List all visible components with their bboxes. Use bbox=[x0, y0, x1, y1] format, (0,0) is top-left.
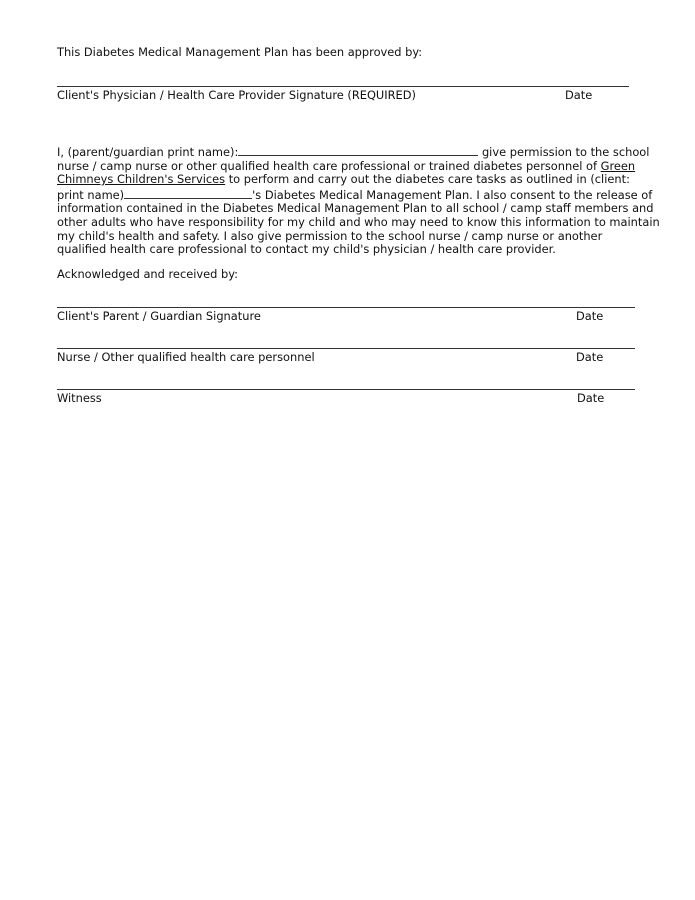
consent-text: to perform and carry out the diabetes care tasks as outlined in (client: bbox=[225, 172, 630, 187]
witness-signature-label: Witness bbox=[57, 391, 102, 405]
consent-line-8: qualified health care professional to contact my child's physician / health care provider. bbox=[57, 242, 556, 257]
consent-line-4 bbox=[57, 187, 667, 203]
consent-line-6: other adults who have responsibility for my child and who may need to know this information to maintain bbox=[57, 214, 660, 229]
acknowledgement-title: Acknowledged and received by: bbox=[57, 267, 238, 281]
client-name-field[interactable] bbox=[124, 187, 252, 199]
nurse-date-label: Date bbox=[576, 350, 604, 364]
organization-name: Green bbox=[600, 158, 636, 173]
consent-line-1 bbox=[57, 144, 667, 160]
consent-text: nurse / camp nurse or other qualified health care professional or trained diabetes personnel of bbox=[57, 158, 601, 173]
guardian-name-field[interactable] bbox=[238, 144, 478, 156]
nurse-signature-label: Nurse / Other qualified health care personnel bbox=[57, 350, 315, 364]
witness-signature-line[interactable] bbox=[57, 389, 635, 390]
witness-date-label: Date bbox=[577, 391, 605, 405]
consent-line-5: information contained in the Diabetes Medical Management Plan to all school / camp staff members and bbox=[57, 201, 654, 216]
consent-line-7: my child's health and safety. I also give permission to the school nurse / camp nurse or another bbox=[57, 228, 603, 243]
consent-line-3 bbox=[57, 173, 667, 187]
guardian-date-label: Date bbox=[576, 309, 604, 323]
consent-text: print name) bbox=[57, 187, 125, 202]
organization-name: Chimneys Children's Services bbox=[57, 172, 226, 187]
nurse-signature-line[interactable] bbox=[57, 348, 635, 349]
consent-text: give permission to the school bbox=[478, 145, 650, 159]
guardian-signature-line[interactable] bbox=[57, 307, 635, 308]
guardian-signature-label: Client's Parent / Guardian Signature bbox=[57, 309, 261, 323]
consent-text: 's Diabetes Medical Management Plan. I also consent to the release of bbox=[252, 187, 653, 202]
consent-paragraph bbox=[57, 144, 667, 257]
approval-intro: This Diabetes Medical Management Plan has been approved by: bbox=[57, 45, 423, 59]
physician-signature-line[interactable] bbox=[57, 86, 629, 87]
consent-line-2 bbox=[57, 160, 667, 174]
physician-signature-label: Client's Physician / Health Care Provider Signature (REQUIRED) bbox=[57, 88, 416, 102]
consent-text: I, (parent/guardian print name): bbox=[57, 145, 239, 159]
physician-date-label: Date bbox=[565, 88, 593, 102]
